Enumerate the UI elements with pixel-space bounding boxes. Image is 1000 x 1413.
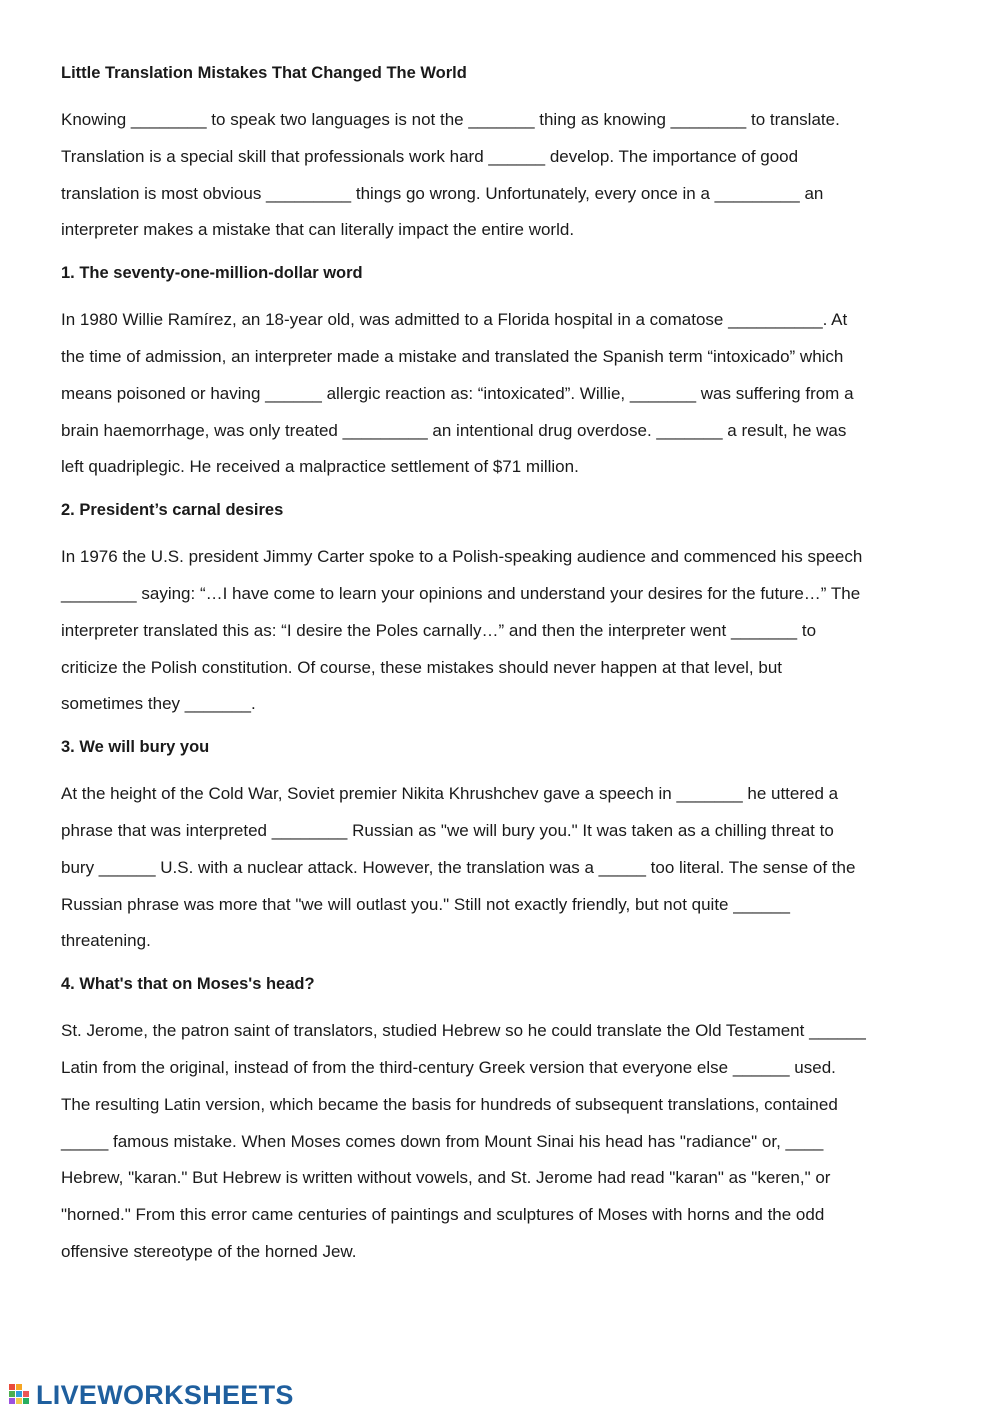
text-line: brain haemorrhage, was only treated _________ an intentional drug overdose. _______ a result, he was: [61, 420, 847, 440]
worksheet-page: [61, 58, 941, 1280]
brand-name: LIVEWORKSHEETS: [36, 1379, 294, 1410]
text-line: left quadriplegic. He received a malpractice settlement of $71 million.: [61, 457, 579, 477]
section-3-paragraph: [61, 776, 941, 960]
text-line: the time of admission, an interpreter made a mistake and translated the Spanish term “intoxicado” which: [61, 346, 844, 366]
section-heading-1: 1. The seventy-one-million-dollar word: [61, 264, 363, 283]
text-line: ________ saying: “…I have come to learn your opinions and understand your desires for the future…” The: [61, 583, 861, 603]
text-line: offensive stereotype of the horned Jew.: [61, 1241, 357, 1261]
text-line: In 1976 the U.S. president Jimmy Carter spoke to a Polish-speaking audience and commenced his speech: [61, 547, 863, 567]
text-line: phrase that was interpreted ________ Russian as "we will bury you." It was taken as a chilling threat to: [61, 820, 834, 840]
text-line: In 1980 Willie Ramírez, an 18-year old, was admitted to a Florida hospital in a comatose __________. At: [61, 310, 848, 330]
text-line: The resulting Latin version, which became the basis for hundreds of subsequent translations, contained: [61, 1094, 838, 1114]
text-line: Translation is a special skill that professionals work hard ______ develop. The importance of good: [61, 146, 799, 166]
text-line: Knowing ________ to speak two languages is not the _______ thing as knowing ________ to translate.: [61, 110, 840, 129]
text-line: Latin from the original, instead of from the third-century Greek version that everyone else ______ used.: [61, 1057, 836, 1077]
intro-paragraph: [61, 102, 941, 249]
section-heading-3: 3. We will bury you: [61, 738, 210, 757]
document-title: Little Translation Mistakes That Changed The World: [61, 64, 467, 82]
section-1-paragraph: [61, 302, 941, 486]
section-heading-2: 2. President’s carnal desires: [61, 501, 284, 520]
text-line: sometimes they _______.: [61, 694, 256, 714]
liveworksheets-logo-icon: [8, 1382, 34, 1408]
text-line: criticize the Polish constitution. Of course, these mistakes should never happen at that level, but: [61, 657, 782, 677]
text-line: interpreter translated this as: “I desire the Poles carnally…” and then the interpreter went _______ to: [61, 620, 817, 640]
section-heading-4: 4. What's that on Moses's head?: [61, 975, 315, 994]
text-line: translation is most obvious _________ things go wrong. Unfortunately, every once in a _________ an: [61, 183, 824, 203]
section-4-paragraph: [61, 1013, 941, 1271]
text-line: _____ famous mistake. When Moses comes down from Mount Sinai his head has "radiance" or, ____: [61, 1131, 824, 1151]
text-line: "horned." From this error came centuries of paintings and sculptures of Moses with horns and the odd: [61, 1205, 825, 1225]
liveworksheets-logo[interactable]: [8, 1378, 294, 1412]
text-line: means poisoned or having ______ allergic reaction as: “intoxicated”. Willie, _______ was suffering from a: [61, 383, 854, 403]
text-line: interpreter makes a mistake that can literally impact the entire world.: [61, 220, 575, 240]
text-line: Russian phrase was more that "we will outlast you." Still not exactly friendly, but not quite ______: [61, 894, 790, 914]
text-line: St. Jerome, the patron saint of translators, studied Hebrew so he could translate the Old Testament ______: [61, 1021, 866, 1041]
text-line: bury ______ U.S. with a nuclear attack. However, the translation was a _____ too literal. The sense of the: [61, 857, 856, 877]
section-2-paragraph: [61, 539, 941, 723]
text-line: threatening.: [61, 931, 151, 951]
text-line: At the height of the Cold War, Soviet premier Nikita Khrushchev gave a speech in _______ he uttered a: [61, 784, 839, 804]
text-line: Hebrew, "karan." But Hebrew is written without vowels, and St. Jerome had read "karan" as "keren," or: [61, 1168, 831, 1188]
